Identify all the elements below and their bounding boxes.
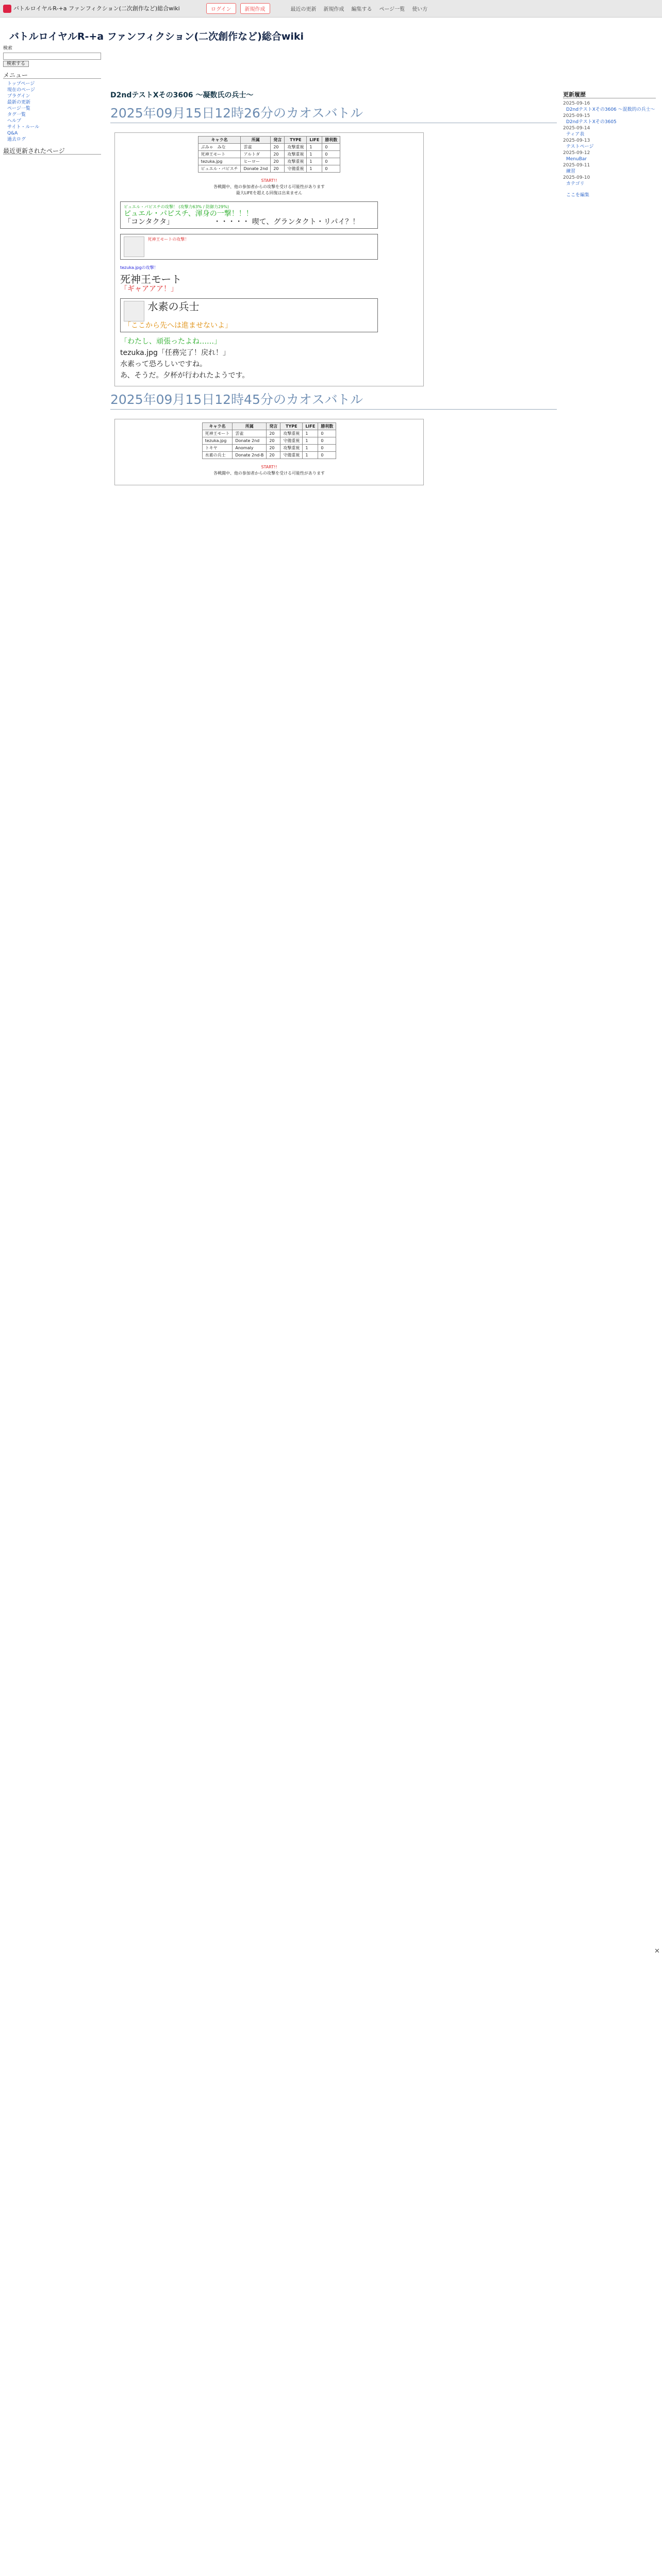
battle-heading-1: 2025年09月15日12時26分のカオスバトル bbox=[110, 103, 557, 123]
battle-log-2 bbox=[114, 419, 424, 485]
edit-link[interactable]: ここを編集 bbox=[566, 193, 590, 198]
cell: 守備重視 bbox=[280, 437, 303, 445]
search-button[interactable]: 検索する bbox=[3, 61, 29, 67]
menu-new[interactable]: 新規作成 bbox=[323, 7, 344, 12]
col-name: キャラ名 bbox=[198, 137, 241, 144]
table-row bbox=[198, 165, 340, 173]
table-row bbox=[198, 151, 340, 158]
death-quote: 「ギャアアア！」 bbox=[120, 285, 178, 293]
cell: Anomaly bbox=[233, 445, 267, 452]
start-label: START!! bbox=[261, 178, 277, 183]
right-sidebar bbox=[563, 92, 656, 198]
recent-title: 最近更新されたページ bbox=[3, 148, 101, 155]
cell: 守備重視 bbox=[280, 452, 303, 459]
start-label: START!! bbox=[261, 465, 277, 469]
table-row bbox=[202, 430, 336, 437]
site-title[interactable]: バトルロイヤルR-+a ファンフィクション(二次創作など)総合wiki bbox=[9, 31, 304, 42]
col-life: LIFE bbox=[303, 423, 318, 430]
cell: 死神王モート bbox=[198, 151, 241, 158]
cell: 守備重視 bbox=[285, 165, 307, 173]
col-type: TYPE bbox=[280, 423, 303, 430]
site-header[interactable] bbox=[0, 5, 196, 13]
cell: 0 bbox=[318, 430, 336, 437]
menu-item[interactable]: タグ一覧 bbox=[7, 112, 26, 117]
history-link[interactable]: D2ndテストXその3606 ～混数的の兵士～ bbox=[566, 107, 655, 112]
col-name: キャラ名 bbox=[202, 423, 233, 430]
cell: tezuka.jpg bbox=[202, 437, 233, 445]
cell: 20 bbox=[267, 437, 280, 445]
cell: Donate 2nd-B bbox=[233, 452, 267, 459]
cell: 攻撃重視 bbox=[285, 144, 307, 151]
attack-line: tezuka.jpgの攻撃！ bbox=[120, 265, 158, 270]
participant-table bbox=[202, 422, 337, 459]
cell: Donate 2nd bbox=[233, 437, 267, 445]
menu-item[interactable]: トップページ bbox=[7, 81, 35, 87]
site-title-small: バトルロイヤルR-+a ファンフィクション(二次創作など)総合wiki bbox=[13, 5, 180, 12]
menu-item[interactable]: 過去ログ bbox=[7, 137, 26, 142]
start-note bbox=[120, 464, 418, 477]
participant-table bbox=[198, 136, 341, 173]
menu-edit[interactable]: 編集する bbox=[351, 7, 372, 12]
col-type: TYPE bbox=[285, 137, 307, 144]
menu-recent[interactable]: 最近の更新 bbox=[290, 7, 317, 12]
avatar-icon bbox=[124, 301, 144, 321]
death-name: 死神王モート bbox=[120, 273, 182, 285]
cell: 水素の兵士 bbox=[202, 452, 233, 459]
cell: 攻撃重視 bbox=[285, 151, 307, 158]
menu-item[interactable]: ページ一覧 bbox=[7, 106, 30, 111]
table-row bbox=[202, 445, 336, 452]
history-date: 2025-09-15 bbox=[563, 113, 590, 118]
col-life: LIFE bbox=[307, 137, 322, 144]
note-line: 最大LIFEを超える回復は出来ません bbox=[236, 191, 303, 195]
search-input[interactable] bbox=[3, 53, 101, 60]
start-note bbox=[120, 178, 418, 196]
main-content bbox=[110, 90, 557, 485]
cell: 雲雀 bbox=[241, 144, 271, 151]
cell: 1 bbox=[303, 452, 318, 459]
menu-item[interactable]: プラグイン bbox=[7, 94, 30, 99]
attack-box bbox=[120, 234, 378, 260]
cell: 攻撃重視 bbox=[280, 445, 303, 452]
history-link[interactable]: D2ndテストXその3605 bbox=[566, 120, 617, 125]
cell: ピュエル・パピスチ bbox=[198, 165, 241, 173]
attack-shout: ピュエル・パピスチ、渾身の一撃！！！ bbox=[124, 210, 253, 218]
cell: ヒーロー bbox=[241, 158, 271, 165]
history-date: 2025-09-10 bbox=[563, 175, 590, 180]
cell: 20 bbox=[271, 158, 285, 165]
final-quote: 「わたし、頑張ったよね……」 bbox=[120, 337, 221, 346]
cell: 20 bbox=[271, 144, 285, 151]
history-link[interactable]: MenuBar bbox=[566, 157, 587, 162]
cell: トキヤ bbox=[202, 445, 233, 452]
menu-item[interactable]: 現在のページ bbox=[7, 88, 35, 93]
avatar-icon bbox=[124, 236, 144, 257]
cell: 20 bbox=[271, 151, 285, 158]
menu-item[interactable]: 最新の更新 bbox=[7, 100, 31, 105]
cell: 1 bbox=[303, 430, 318, 437]
cell: 1 bbox=[307, 165, 322, 173]
history-link[interactable]: 練習 bbox=[566, 169, 576, 174]
history-title: 更新履歴 bbox=[563, 92, 656, 98]
col-speech: 発言 bbox=[271, 137, 285, 144]
page-subtitle: D2ndテストXその3606 ～凝数氏の兵士～ bbox=[110, 91, 254, 99]
menu-item[interactable]: Q&A bbox=[7, 131, 18, 136]
note-line: 各戦闘中、他の参加者からの攻撃を受ける可能性があります bbox=[213, 184, 325, 189]
cell: 1 bbox=[307, 144, 322, 151]
history-link[interactable]: カテゴリ bbox=[566, 181, 585, 187]
cell: 20 bbox=[267, 430, 280, 437]
cell: 20 bbox=[271, 165, 285, 173]
history-date: 2025-09-12 bbox=[563, 150, 590, 156]
cell: 0 bbox=[318, 437, 336, 445]
cell: 20 bbox=[267, 452, 280, 459]
col-group: 所属 bbox=[233, 423, 267, 430]
cell: 雲雀 bbox=[233, 430, 267, 437]
comment-line: 水素って恐ろしいですね。 bbox=[120, 360, 207, 368]
menu-title: メニュー bbox=[3, 72, 101, 79]
cell: 1 bbox=[307, 158, 322, 165]
table-row bbox=[198, 158, 340, 165]
attack-box bbox=[120, 201, 378, 229]
cell: 20 bbox=[267, 445, 280, 452]
cell: 攻撃重視 bbox=[280, 430, 303, 437]
close-icon[interactable]: ✕ bbox=[654, 1947, 660, 1955]
cell: 1 bbox=[307, 151, 322, 158]
cell: 0 bbox=[322, 144, 340, 151]
cell: アルトダ bbox=[241, 151, 271, 158]
history-date: 2025-09-16 bbox=[563, 101, 590, 106]
login-button[interactable]: ログイン bbox=[206, 3, 236, 14]
cell: 1 bbox=[303, 445, 318, 452]
cell: ぶみゃ みな bbox=[198, 144, 241, 151]
log-line bbox=[120, 265, 418, 270]
table-row bbox=[202, 437, 336, 445]
cell: 0 bbox=[322, 151, 340, 158]
col-speech: 発言 bbox=[267, 423, 280, 430]
attack-quote: 「コンタクタ」 ・・・・・ 喫て、グランタクト・リパイ？！ bbox=[124, 218, 360, 226]
cell: 1 bbox=[303, 437, 318, 445]
attacker-name: 水素の兵士 bbox=[147, 300, 200, 313]
create-button[interactable]: 新規作成 bbox=[240, 3, 270, 14]
comment-line: あ、そうだ。夕杯が行われたようです。 bbox=[120, 371, 250, 380]
table-row bbox=[198, 144, 340, 151]
history-date: 2025-09-14 bbox=[563, 126, 590, 131]
history-link[interactable]: ティア表 bbox=[566, 132, 585, 137]
attack-line: 死神王モートの攻撃！ bbox=[147, 237, 189, 242]
menu-item[interactable]: サイト・ルール bbox=[7, 125, 40, 130]
battle-heading-2: 2025年09月15日12時45分のカオスバトル bbox=[110, 389, 557, 410]
menu-help[interactable]: 使い方 bbox=[412, 7, 428, 12]
attack-line: ピュエル・パピスチの攻撃！ (攻撃力63% / 防御力29%) bbox=[124, 205, 229, 209]
col-wins: 勝利数 bbox=[322, 137, 340, 144]
cell: 0 bbox=[318, 452, 336, 459]
col-group: 所属 bbox=[241, 137, 271, 144]
attack-box bbox=[120, 298, 378, 332]
winner-line: tezuka.jpg「任務完了！戻れ！」 bbox=[120, 349, 230, 357]
site-logo-icon bbox=[3, 5, 11, 13]
col-wins: 勝利数 bbox=[318, 423, 336, 430]
top-toolbar bbox=[0, 0, 662, 18]
cell: 0 bbox=[318, 445, 336, 452]
note-line: 各戦闘中、他の参加者からの攻撃を受ける可能性があります bbox=[213, 471, 325, 476]
cell: 0 bbox=[322, 165, 340, 173]
cell: tezuka.jpg bbox=[198, 158, 241, 165]
battle-log-1 bbox=[114, 132, 424, 386]
menu-item[interactable]: ヘルプ bbox=[7, 118, 22, 124]
history-date: 2025-09-11 bbox=[563, 163, 590, 168]
history-date: 2025-09-13 bbox=[563, 138, 590, 143]
cell: Donate 2nd bbox=[241, 165, 271, 173]
table-row bbox=[202, 452, 336, 459]
cell: 死神王モート bbox=[202, 430, 233, 437]
attack-quote: 「ここから先へは進ませないよ」 bbox=[124, 321, 232, 330]
cell: 攻撃重視 bbox=[285, 158, 307, 165]
left-sidebar bbox=[3, 45, 101, 157]
history-link[interactable]: テストページ bbox=[566, 144, 594, 149]
menu-pages[interactable]: ページ一覧 bbox=[379, 7, 405, 12]
search-label: 検索 bbox=[3, 46, 13, 51]
cell: 0 bbox=[322, 158, 340, 165]
